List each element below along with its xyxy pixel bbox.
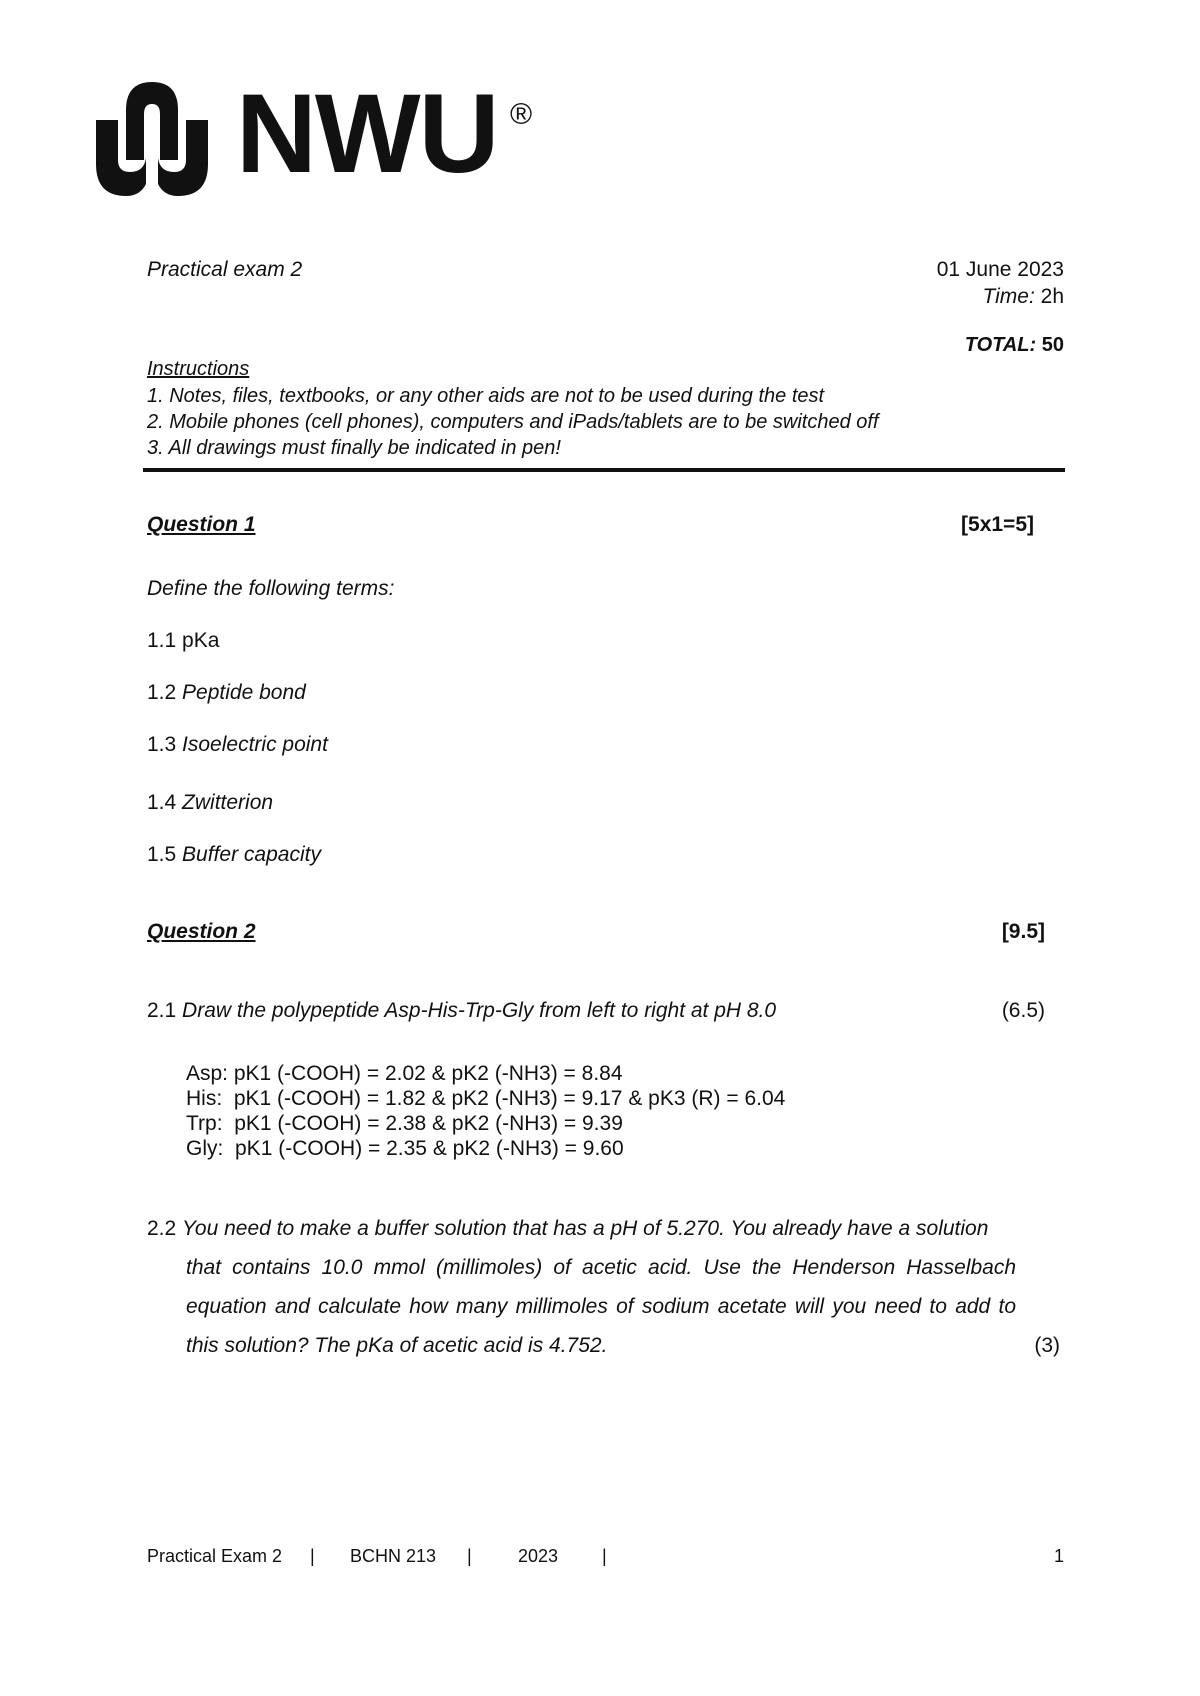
time-value: 2h [1040, 285, 1064, 308]
pk-line: Trp: pK1 (-COOH) = 2.38 & pK2 (-NH3) = 9.39 [186, 1112, 623, 1135]
term-number: 1.3 [147, 733, 177, 756]
question-2-2 [147, 1217, 988, 1241]
term-item [147, 681, 306, 705]
question-2-1-text: Draw the polypeptide Asp-His-Trp-Gly from left to right at pH 8.0 [182, 999, 777, 1022]
footer-title: Practical Exam 2 [147, 1546, 283, 1566]
footer-separator: | [602, 1546, 607, 1566]
term-text: Peptide bond [182, 681, 306, 704]
footer-separator: | [467, 1546, 472, 1566]
footer-separator: | [310, 1546, 315, 1566]
term-text: Buffer capacity [182, 843, 321, 866]
instruction-item: 2. Mobile phones (cell phones), computers and iPads/tablets are to be switched off [147, 411, 879, 433]
term-item [147, 733, 328, 757]
pk-line: Gly: pK1 (-COOH) = 2.35 & pK2 (-NH3) = 9.60 [186, 1137, 624, 1160]
term-number: 1.1 [147, 629, 177, 652]
registered-mark: ® [510, 98, 533, 131]
question-2-2-number: 2.2 [147, 1217, 177, 1240]
logo-wordmark: NWU [236, 71, 498, 196]
exam-time [982, 285, 1064, 309]
footer-year: 2023 [518, 1546, 559, 1566]
question-2-1-number: 2.1 [147, 999, 177, 1022]
nwu-logo-mark [96, 80, 208, 198]
question-1-prompt: Define the following terms: [147, 577, 395, 600]
question-2-1-marks: (6.5) [1001, 999, 1045, 1022]
instructions-heading: Instructions [147, 358, 250, 380]
question-2-title: Question 2 [147, 920, 256, 943]
term-number: 1.2 [147, 681, 177, 704]
pk-line: Asp: pK1 (-COOH) = 2.02 & pK2 (-NH3) = 8.84 [186, 1062, 623, 1085]
question-1-marks: [5x1=5] [961, 513, 1034, 536]
term-item [147, 629, 219, 653]
question-2-1 [147, 999, 776, 1023]
footer-course: BCHN 213 [350, 1546, 437, 1566]
header-divider [143, 468, 1065, 472]
term-text: Isoelectric point [182, 733, 328, 756]
instruction-item: 3. All drawings must finally be indicated in pen! [147, 437, 561, 459]
term-text: pKa [182, 629, 220, 652]
question-2-marks: [9.5] [1001, 920, 1045, 943]
term-item [147, 843, 321, 867]
total-value: 50 [1041, 334, 1064, 356]
question-2-2-marks: (3) [1034, 1334, 1060, 1357]
total-label: TOTAL: [964, 334, 1037, 356]
question-1-title: Question 1 [147, 513, 256, 536]
term-number: 1.4 [147, 791, 177, 814]
question-2-2-line1: You need to make a buffer solution that has a pH of 5.270. You already have a solution [182, 1217, 989, 1240]
term-item [147, 791, 273, 815]
term-number: 1.5 [147, 843, 177, 866]
pk-line: His: pK1 (-COOH) = 1.82 & pK2 (-NH3) = 9.17 & pK3 (R) = 6.04 [186, 1087, 786, 1110]
footer-page-number: 1 [1053, 1546, 1064, 1566]
exam-title: Practical exam 2 [147, 258, 303, 281]
term-text: Zwitterion [182, 791, 274, 814]
question-2-2-text: that contains 10.0 mmol (millimoles) of acetic acid. Use the Henderson Hasselbach equation and calculate how many millimoles of sodium acetate will you need to add to this solution? The pKa of acetic acid is 4.752. [186, 1256, 1016, 1357]
instruction-item: 1. Notes, files, textbooks, or any other aids are not to be used during the test [147, 385, 825, 407]
exam-total [965, 334, 1064, 357]
exam-date: 01 June 2023 [936, 258, 1064, 281]
time-label: Time: [982, 285, 1035, 308]
